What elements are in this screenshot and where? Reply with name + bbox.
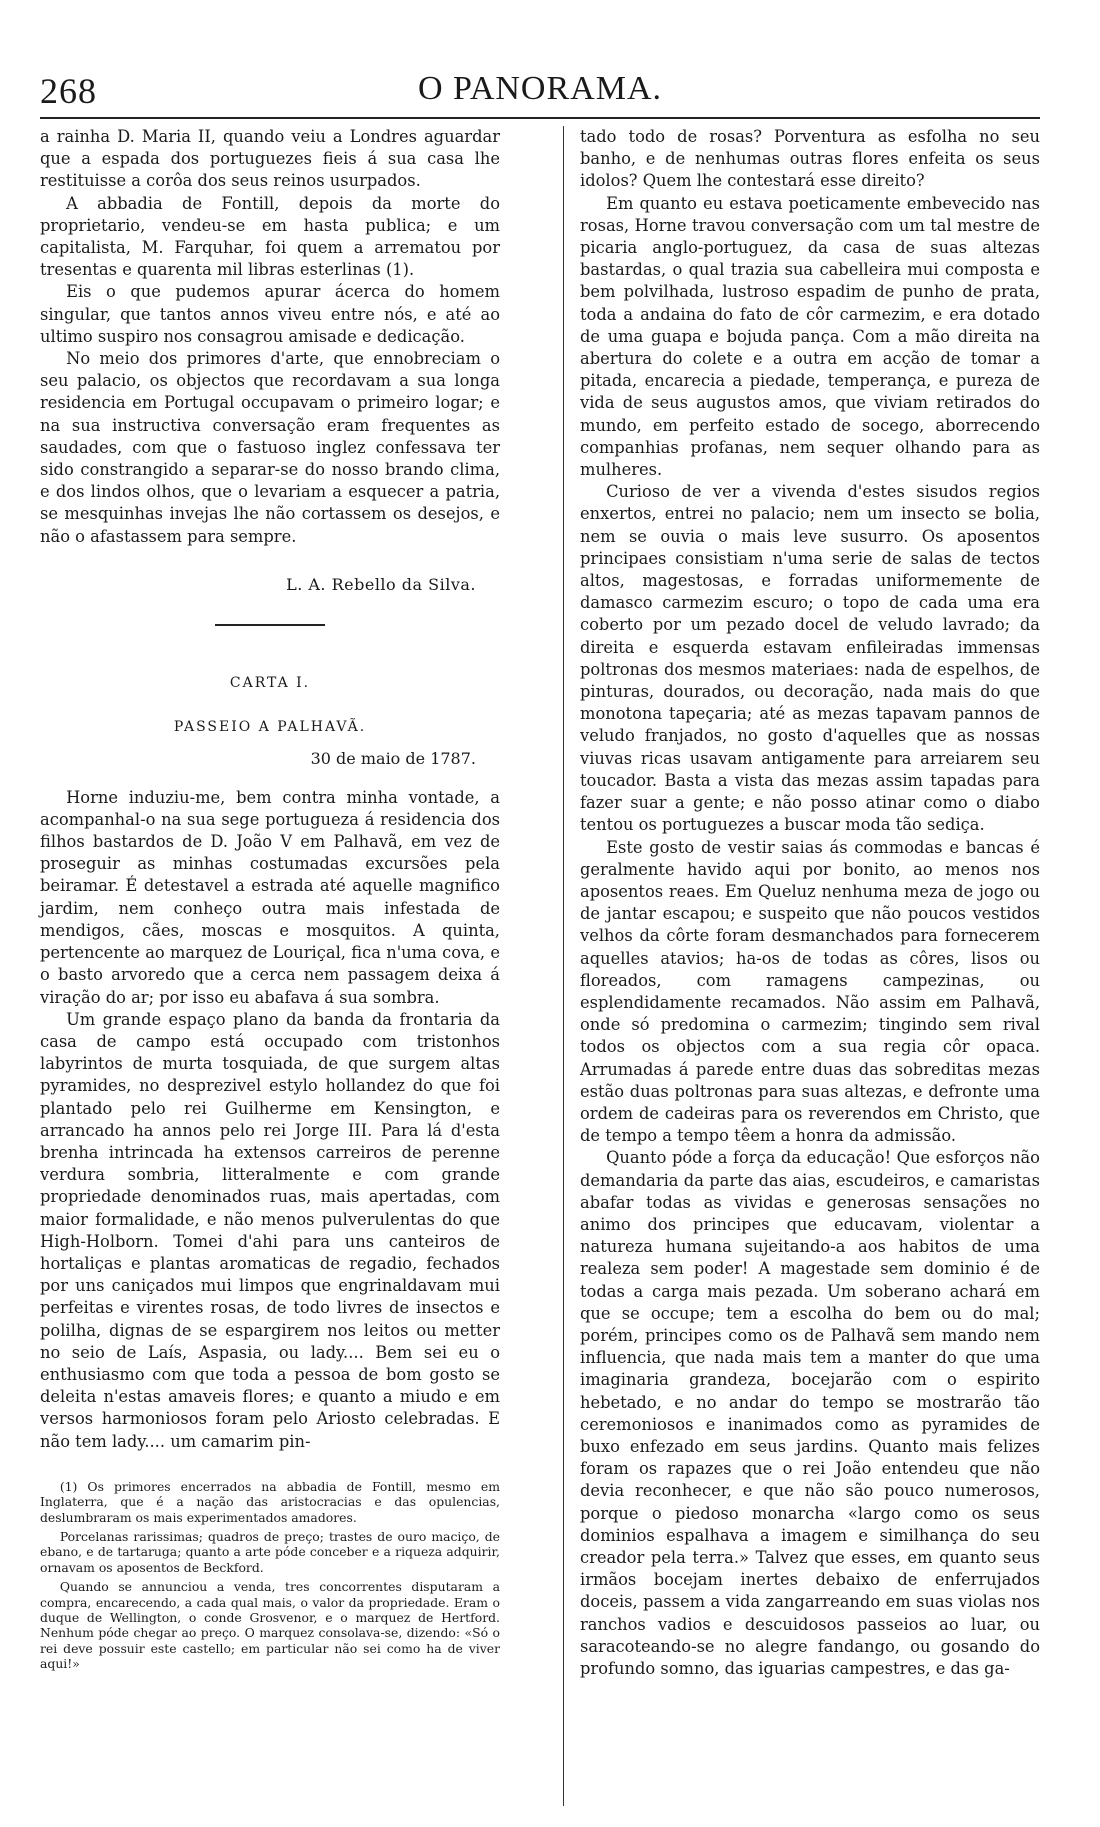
column-divider — [563, 126, 564, 1806]
right-column — [580, 126, 1040, 1680]
paragraph: a rainha D. Maria II, quando veiu a Londres aguardar que a espada dos portuguezes fieis á sua casa lhe restituisse a corôa dos seus reinos usurpados. — [40, 127, 500, 191]
paragraph: Eis o que pudemos apurar ácerca do homem singular, que tantos annos viveu entre nós, e até ao ultimo suspiro nos consagrou amisade e dedicação. — [40, 282, 500, 346]
footnotes — [40, 1479, 500, 1672]
paragraph: Este gosto de vestir saias ás commodas e bancas é geralmente havido aqui por bonito, ao menos nos aposentos reaes. Em Queluz nenhuma meza de jogo ou de jantar escapou; e suspeito que não poucos vestidos velhos da côrte foram desmanchados para fornecerem aquelles atavios; ha-os de todas as côres, lisos ou floreados, com ramagens campezinas, ou esplendidamente recamados. Não assim em Palhavã, onde só predomina o carmezim; tingindo sem rival todos os objectos com a sua regia côr opaca. Arrumadas á parede entre duas das sobreditas mezas estão duas poltronas para suas altezas, e defronte uma ordem de cadeiras para os reverendos em Christo, que de tempo a tempo têem a honra da admissão. — [580, 837, 1040, 1146]
paragraph: Horne induziu-me, bem contra minha vontade, a acompanhal-o na sua sege portugueza á residencia dos filhos bastardos de D. João V em Palhavã, em vez de proseguir as minhas costumadas excursões pela beiramar. É detestavel a estrada até aquelle magnifico jardim, nem conheço outra mais infestada de mendigos, cães, moscas e mosquitos. A quinta, pertencente ao marquez de Louriçal, fica n'uma cova, e o basto arvoredo que a cerca nem passagem deixa á viração do ar; por isso eu abafava á sua sombra. — [40, 787, 500, 1007]
page-number: 268 — [40, 71, 97, 111]
paragraph: tado todo de rosas? Porventura as esfolha no seu banho, e de nenhumas outras flores enfeita os seus idolos? Quem lhe contestará esse direito? — [580, 127, 1040, 191]
paragraph: Um grande espaço plano da banda da frontaria da casa de campo está occupado com tristonhos labyrintos de murta tosquiada, de que surgem altas pyramides, no desprezivel estylo hollandez do que foi plantado pelo rei Guilherme em Kensington, e arrancado ha annos pelo rei Jorge III. Para lá d'esta brenha intrincada ha extensos carreiros de perenne verdura sombria, litteralmente e com grande propriedade denominados ruas, mais apertadas, com maior formalidade, e não menos pulverulentas do que High-Holborn. Tomei d'ahi para uns canteiros de hortaliças e plantas aromaticas de regadio, fechados por uns caniçados mui limpos que engrinaldavam mui perfeitas e virentes rosas, de todo livres de insectos e polilha, dignas de se espargirem nos leitos ou metter no seio de Laís, Aspasia, ou lady.... Bem sei eu o enthusiasmo com que toda a pessoa de bom gosto se deleita n'estas amaveis flores; e quanto a miudo e em versos harmoniosos foram pelo Ariosto celebradas. E não tem lady.... um camarim pin- — [40, 1009, 500, 1451]
letter-heading: CARTA I. — [229, 675, 311, 692]
paragraph: A abbadia de Fontill, depois da morte do proprietario, vendeu-se em hasta publica; e um capitalista, M. Farquhar, foi quem a arrematou por tresentas e quarenta mil libras esterlinas (1). — [40, 193, 500, 280]
paragraph: Em quanto eu estava poeticamente embevecido nas rosas, Horne travou conversação com um tal mestre de picaria anglo-portuguez, da casa de suas altezas bastardas, o qual trazia sua cabelleira mui composta e bem polvilhada, lustroso espadim de punho de prata, toda a andaina do fato de côr carmezim, e era dotado de uma guapa e bojuda pança. Com a mão direita na abertura do colete e a outra em acção de tomar a pitada, encarecia a piedade, temperança, e pureza de vida de seus augustos amos, que viviam retirados do mundo, em perfeito estado de socego, aborrecendo companhias profanas, nem sequer olhando para as mulheres. — [580, 193, 1040, 480]
footnote: (1) Os primores encerrados na abbadia de Fontill, mesmo em Inglaterra, que é a nação das aristocracias e das opulencias, deslumbraram os mais experimentados amadores. — [40, 1478, 500, 1525]
left-column — [40, 126, 500, 1676]
page-header — [40, 70, 1040, 118]
author-signature: L. A. Rebello da Silva. — [286, 574, 476, 594]
letter-date: 30 de maio de 1787. — [310, 749, 476, 769]
footnote: Quando se annunciou a venda, tres concorrentes disputaram a compra, encarecendo, a cada qual mais, o valor da propriedade. Eram o duque de Wellington, o conde Grosvenor, e o marquez de Hertford. Nenhum póde chegar ao preço. O marquez consolava-se, dizendo: «Só o rei deve possuir este castello; em particular não sei como ha de viver aqui!» — [40, 1579, 500, 1672]
paragraph: Quanto póde a força da educação! Que esforços não demandaria da parte das aias, escudeiros, e camaristas abafar todas as vividas e generosas sensações no animo dos principes que educavam, violentar a natureza humana sujeitando-a aos habitos de uma realeza sem poder! A magestade sem dominio é de todas a carga mais pezada. Um soberano achará em que se occupe; tem a escolha do bem ou do mal; porém, principes como os de Palhavã sem mando nem influencia, que nada mais tem a manter do que uma imaginaria grandeza, bocejarão com o espirito hebetado, e no andar do tempo se mostrarão tão ceremoniosos e inanimados como as pyramides de buxo enfezado em seus jardins. Quanto mais felizes foram os rapazes que o rei João entendeu que não devia reconhecer, e que não são pouco numerosos, porque o piedoso monarcha «largo como os seus dominios espalhava a imagem e similhança do seu creador pela terra.» Talvez que esses, em quanto seus irmãos bocejam inertes debaixo de enferrujados doceis, passem a vida zangarreando em suas violas nos ranchos vadios e descuidosos passeios ao luar, ou saracoteando-se no alegre fandango, ou gosando do profundo somno, das iguarias campestres, e das ga- — [580, 1148, 1040, 1679]
header-rule — [40, 117, 1040, 119]
section-divider — [215, 624, 325, 626]
paragraph: Curioso de ver a vivenda d'estes sisudos regios enxertos, entrei no palacio; nem um insecto se bolia, nem se ouvia o mais leve susurro. Os aposentos principaes consistiam n'uma serie de salas de tectos altos, magestosas, e forradas uniformemente de damasco carmezim escuro; o topo de cada uma era coberto por um pezado docel de veludo lavrado; da direita e esquerda estavam enfileiradas immensas poltronas dos mesmos materiaes: nada de espelhos, de pinturas, dourados, ou decoração, nada mais do que monotona tapeçaria; até as mezas tapavam pannos de veludo franjados, no gosto d'aquelles que as nossas viuvas ricas usavam antigamente para arreiarem seu toucador. Basta a vista das mezas assim tapadas para fazer suar a gente; e não posso atinar como o diabo tentou os portuguezes a buscar moda tão sediça. — [580, 482, 1040, 835]
letter-subtitle: PASSEIO A PALHAVÃ. — [173, 719, 367, 736]
running-title: O PANORAMA. — [417, 70, 663, 107]
paragraph: No meio dos primores d'arte, que ennobreciam o seu palacio, os objectos que recordavam a sua longa residencia em Portugal occupavam o primeiro logar; e na sua instructiva conversação eram frequentes as saudades, com que o fastuoso inglez confessava ter sido constrangido a separar-se do nosso brando clima, e dos lindos olhos, que o levariam a esquecer a patria, se mesquinhas invejas lhe não cortassem os desejos, e não o afastassem para sempre. — [40, 349, 500, 546]
footnote: Porcelanas rarissimas; quadros de preço; trastes de ouro maciço, de ebano, e de tartaruga; quanto a arte póde conceber e a riqueza adquirir, ornavam os aposentos de Beckford. — [40, 1528, 500, 1575]
